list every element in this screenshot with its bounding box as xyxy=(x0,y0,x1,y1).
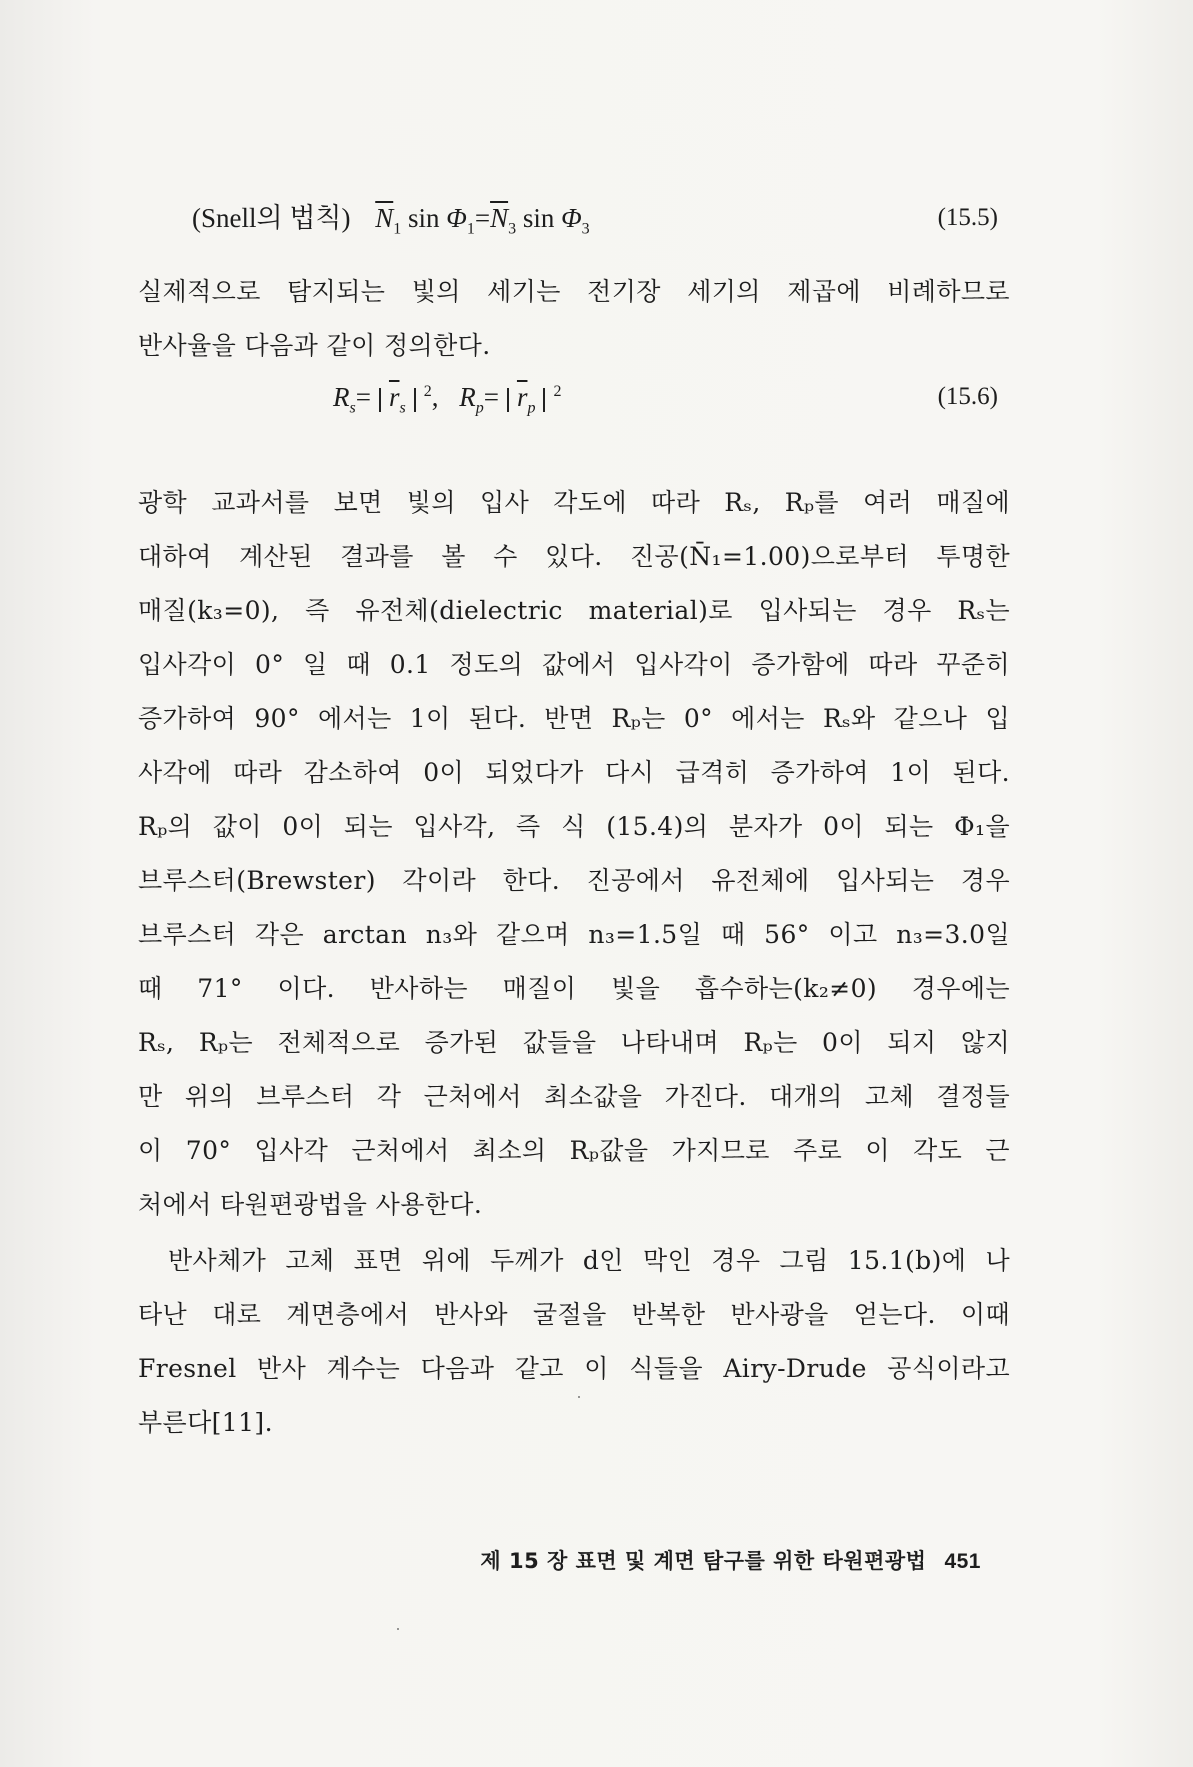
sub-Rp: p xyxy=(475,399,484,417)
scan-speck xyxy=(397,1628,399,1630)
text-line: 사각에 따라 감소하여 0이 되었다가 다시 급격히 증가하여 1이 된다. xyxy=(138,758,1010,787)
text-line: Fresnel 반사 계수는 다음과 같고 이 식들을 Airy-Drude 공식이라고 xyxy=(138,1354,1010,1383)
text-line: 타난 대로 계면층에서 반사와 굴절을 반복한 반사광을 얻는다. 이때 xyxy=(138,1300,1010,1329)
sub-N1: 1 xyxy=(393,220,402,238)
abs-bar xyxy=(379,388,381,412)
page-footer xyxy=(480,1545,981,1575)
text-line: 반사체가 고체 표면 위에 두께가 d인 막인 경우 그림 15.1(b)에 나 xyxy=(168,1246,1010,1275)
equals-sign: = xyxy=(483,382,499,412)
var-Rp: R xyxy=(459,382,476,412)
paragraph-intro xyxy=(138,265,1010,373)
text-line: 대하여 계산된 결과를 볼 수 있다. 진공(N̄₁=1.00)으로부터 투명한 xyxy=(138,542,1010,571)
text-line: 실제적으로 탐지되는 빛의 세기는 전기장 세기의 제곱에 비례하므로 xyxy=(138,277,1010,306)
equation-15-5 xyxy=(0,193,1193,243)
paragraph-reflectance xyxy=(138,476,1010,1232)
var-N3: $\overline{N}$ xyxy=(490,203,509,233)
sub-N3: 3 xyxy=(508,220,517,238)
equals-sign: = xyxy=(355,382,371,412)
sub-phi1: 1 xyxy=(466,220,475,238)
scan-speck xyxy=(578,1396,580,1398)
text-line: Rₚ의 값이 0이 되는 입사각, 즉 식 (15.4)의 분자가 0이 되는 Φ₁을 xyxy=(138,812,1010,841)
text-line: 광학 교과서를 보면 빛의 입사 각도에 따라 Rₛ, Rₚ를 여러 매질에 xyxy=(138,488,1010,517)
var-rp: $\overline{r}$ xyxy=(516,382,528,412)
text-line: 때 71° 이다. 반사하는 매질이 빛을 흡수하는(k₂≠0) 경우에는 xyxy=(138,974,1010,1003)
page-number: 451 xyxy=(944,1550,981,1573)
text-line: 이 70° 입사각 근처에서 최소의 Rₚ값을 가지므로 주로 이 각도 근 xyxy=(138,1136,1010,1165)
exponent-2: 2 xyxy=(553,383,562,400)
snell-law-expression xyxy=(192,193,590,243)
var-phi3: Φ xyxy=(561,203,582,233)
var-phi1: Φ xyxy=(446,203,467,233)
text-line: 브루스터(Brewster) 각이라 한다. 진공에서 유전체에 입사되는 경우 xyxy=(138,866,1010,895)
text-line: Rₛ, Rₚ는 전체적으로 증가된 값들을 나타내며 Rₚ는 0이 되지 않지 xyxy=(138,1028,1010,1057)
var-rs: $\overline{r}$ xyxy=(388,382,400,412)
running-head: 제 15 장 표면 및 계면 탐구를 위한 타원편광법 xyxy=(480,1549,927,1573)
abs-bar xyxy=(507,388,509,412)
text-line: 매질(k₃=0), 즉 유전체(dielectric material)로 입사되는 경우 Rₛ는 xyxy=(138,596,1010,625)
equation-number-15-6: (15.6) xyxy=(937,383,998,410)
text-line: 처에서 타원편광법을 사용한다. xyxy=(138,1190,483,1219)
comma: , xyxy=(431,382,439,412)
exponent-2: 2 xyxy=(423,383,432,400)
sin-3: sin xyxy=(522,203,555,233)
equals-sign: = xyxy=(474,203,491,233)
equation-number-15-5: (15.5) xyxy=(937,204,998,231)
abs-bar xyxy=(543,388,545,412)
text-line: 부른다[11]. xyxy=(138,1408,273,1437)
var-Rs: R xyxy=(333,382,350,412)
abs-bar xyxy=(414,388,416,412)
text-line: 만 위의 브루스터 각 근처에서 최소값을 가진다. 대개의 고체 결정들 xyxy=(138,1082,1010,1111)
sub-phi3: 3 xyxy=(581,220,590,238)
snell-label: (Snell의 법칙) xyxy=(192,203,351,233)
sin-1: sin xyxy=(408,203,440,233)
text-line: 증가하여 90° 에서는 1이 된다. 반면 Rₚ는 0° 에서는 Rₛ와 같으나 입 xyxy=(138,704,1010,733)
reflectance-expression xyxy=(333,372,561,422)
paragraph-airy-drude xyxy=(138,1234,1010,1450)
text-line: 반사율을 다음과 같이 정의한다. xyxy=(138,331,491,360)
var-N1: $\overline{N}$ xyxy=(375,203,394,233)
sub-Rs: s xyxy=(349,399,356,417)
sub-rp: p xyxy=(527,399,536,417)
equation-15-6 xyxy=(0,372,1193,422)
text-line: 브루스터 각은 arctan n₃와 같으며 n₃=1.5일 때 56° 이고 n₃=3.0일 xyxy=(138,920,1010,949)
sub-rs: s xyxy=(399,399,406,417)
text-line: 입사각이 0° 일 때 0.1 정도의 값에서 입사각이 증가함에 따라 꾸준히 xyxy=(138,650,1010,679)
